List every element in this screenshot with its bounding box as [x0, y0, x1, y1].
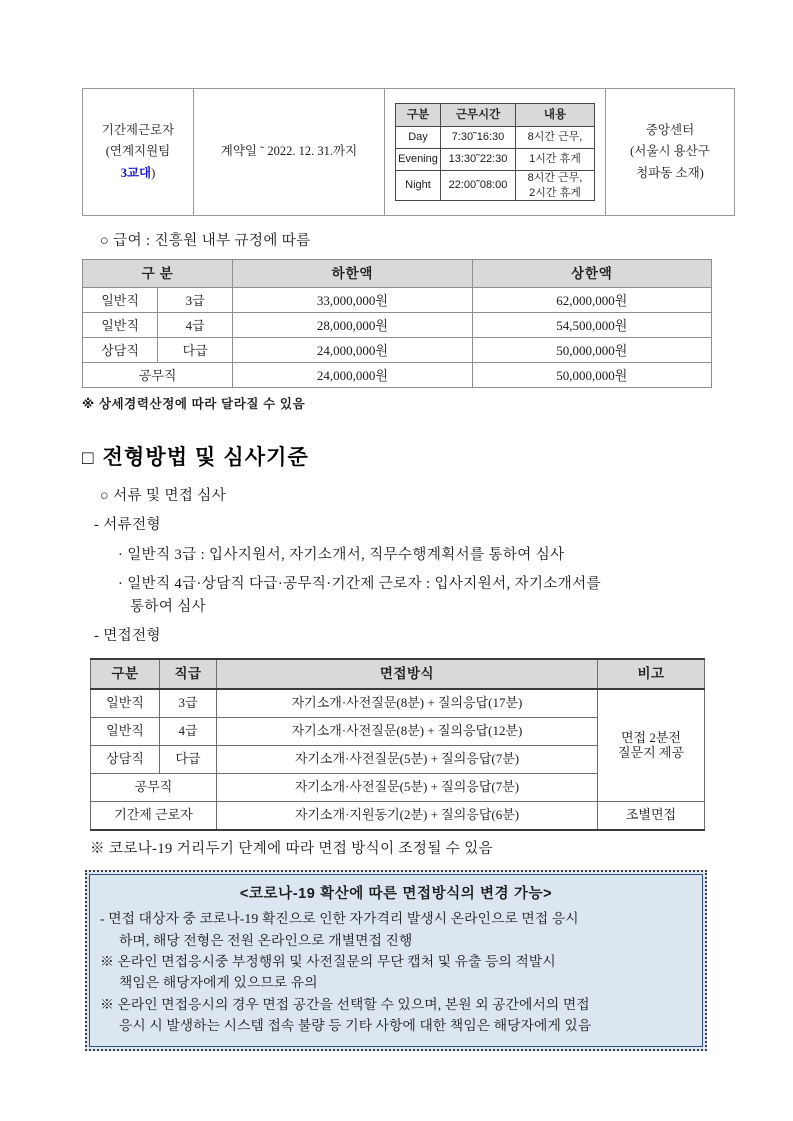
doc-screening-label: - 서류전형: [94, 517, 161, 534]
salary-footnote: ※ 상세경력산정에 따라 달라질 수 있음: [82, 397, 306, 412]
covid-notice-box: [85, 870, 707, 1051]
cell-work-place: [606, 89, 735, 216]
interview-method: 자기소개·사전질문(8분) + 질의응답(12분): [217, 717, 598, 745]
interview-method: 자기소개·지원동기(2분) + 질의응답(6분): [217, 801, 598, 830]
spacer: [82, 415, 718, 441]
selection-main-bullet: ○ 서류 및 면접 심사: [100, 487, 227, 504]
work-hours-header-time: 근무시간: [441, 104, 516, 127]
interview-header-method: 면접방식: [217, 659, 598, 689]
salary-header-min: 하한액: [233, 260, 472, 288]
spacer: [82, 471, 718, 485]
salary-header-category: 구 분: [83, 260, 233, 288]
salary-min: 24,000,000원: [233, 363, 472, 388]
work-hours-header-row: [396, 104, 595, 127]
interview-header-note: 비고: [598, 659, 705, 689]
salary-category: 일반직: [83, 288, 158, 313]
interview-header-grade: 직급: [160, 659, 217, 689]
interview-grade: 다급: [160, 745, 217, 773]
spacer: [82, 831, 718, 838]
table-row: [83, 288, 712, 313]
covid-notice-line: ※ 온라인 면접응시중 부정행위 및 사전질문의 무단 캡처 및 유출 등의 적발시: [100, 953, 556, 969]
shift-name-evening: Evening: [396, 149, 441, 171]
square-bullet-icon: □: [82, 447, 95, 469]
interview-grade: 4급: [160, 717, 217, 745]
spacer: [82, 537, 718, 544]
covid-notice-line: - 면접 대상자 중 코로나-19 확진으로 인한 자가격리 발생시 온라인으로 면접 응시: [100, 911, 579, 927]
work-place-line-3: 청파동 소재): [636, 165, 704, 180]
interview-category: 일반직: [91, 717, 160, 745]
salary-grade: 3급: [158, 288, 233, 313]
interview-note-merged: [598, 689, 705, 802]
table-row: [91, 689, 705, 718]
shift-name-day: Day: [396, 127, 441, 149]
spacer: [82, 216, 718, 230]
interview-header-row: [91, 659, 705, 689]
spacer: [82, 618, 718, 625]
job-type-paren-close: ): [151, 165, 156, 180]
interview-category: 공무직: [91, 773, 217, 801]
job-type-line-1: 기간제근로자: [101, 122, 175, 137]
job-type-line-3: [83, 163, 193, 185]
shift-name-night: Night: [396, 171, 441, 201]
covid-notice-line: 응시 시 발생하는 시스템 접속 불량 등 기타 사항에 대한 책임은 해당자에게 있음: [119, 1018, 592, 1033]
covid-notice-line: 하며, 해당 전형은 전원 온라인으로 개별면접 진행: [119, 932, 413, 948]
interview-grade: 3급: [160, 689, 217, 718]
shift-time-day: 7:30˜16:30: [441, 127, 516, 149]
page-title-text: 전형방법 및 심사기준: [102, 445, 309, 469]
shift-desc-night: [516, 171, 595, 201]
work-place-line-1: 중앙센터: [645, 122, 695, 137]
spacer: [82, 860, 718, 870]
interview-note-line-1: 면접 2분전: [621, 729, 681, 745]
interview-header-category: 구분: [91, 659, 160, 689]
salary-max: 50,000,000원: [472, 363, 711, 388]
work-hours-row-night: [396, 171, 595, 201]
salary-grade: 4급: [158, 313, 233, 338]
work-hours-header-desc: 내용: [516, 104, 595, 127]
salary-max: 50,000,000원: [472, 338, 711, 363]
salary-category: 일반직: [83, 313, 158, 338]
doc-screening-item: · 일반직 4급·상담직 다급·공무직·기간제 근로자 : 입사지원서, 자기소개서를: [118, 576, 601, 593]
shift-desc-day: 8시간 근무,: [516, 127, 595, 149]
shift-desc-night-line-2: 2시간 휴게: [529, 186, 581, 199]
interview-footnote: ※ 코로나-19 거리두기 단계에 따라 면접 방식이 조정될 수 있음: [90, 840, 494, 857]
salary-bullet: ○ 급여 : 진흥원 내부 규정에 따름: [100, 233, 311, 249]
salary-grade: 다급: [158, 338, 233, 363]
table-row: [83, 313, 712, 338]
spacer: [82, 388, 718, 395]
shift-label: 3교대: [120, 165, 152, 180]
cell-job-type: [83, 89, 194, 216]
salary-min: 24,000,000원: [233, 338, 472, 363]
cell-contract-period: 계약일 ˜ 2022. 12. 31.까지: [194, 89, 385, 216]
spacer: [82, 566, 718, 573]
salary-category: 공무직: [83, 363, 233, 388]
spacer: [82, 252, 718, 259]
interview-category: 기간제 근로자: [91, 801, 217, 830]
table-row: [83, 363, 712, 388]
table-row: [91, 801, 705, 830]
interview-note-line-2: 질문지 제공: [617, 745, 685, 761]
interview-method: 자기소개·사전질문(5분) + 질의응답(7분): [217, 745, 598, 773]
table-row: [83, 338, 712, 363]
work-hours-row-day: [396, 127, 595, 149]
salary-max: 62,000,000원: [472, 288, 711, 313]
employment-condition-table: [82, 88, 735, 216]
covid-notice-title: <코로나-19 확산에 따른 면접방식의 변경 가능>: [239, 886, 553, 903]
covid-notice-line: 책임은 해당자에게 있으므로 유의: [119, 975, 318, 991]
doc-screening-item: · 일반직 3급 : 입사지원서, 자기소개서, 직무수행계획서를 통하여 심사: [118, 546, 565, 563]
salary-header-max: 상한액: [472, 260, 711, 288]
interview-screening-label: - 면접전형: [94, 628, 161, 645]
cell-work-hours: [385, 89, 606, 216]
work-place-line-2: (서울시 용산구: [630, 144, 710, 159]
shift-time-evening: 13:30˜22:30: [441, 149, 516, 171]
work-hours-table: [395, 103, 595, 201]
interview-method: 자기소개·사전질문(5분) + 질의응답(7분): [217, 773, 598, 801]
table-row: [83, 89, 735, 216]
doc-screening-item-cont: 통하여 심사: [130, 598, 207, 615]
work-hours-header-gubun: 구분: [396, 104, 441, 127]
covid-notice-line: ※ 온라인 면접응시의 경우 면접 공간을 선택할 수 있으며, 본원 외 공간에서의 면접: [100, 996, 590, 1012]
salary-min: 28,000,000원: [233, 313, 472, 338]
job-type-line-2: (연계지원팀: [105, 144, 171, 159]
work-hours-row-evening: [396, 149, 595, 171]
covid-notice-inner: [89, 874, 703, 1047]
salary-min: 33,000,000원: [233, 288, 472, 313]
interview-category: 상담직: [91, 745, 160, 773]
interview-category: 일반직: [91, 689, 160, 718]
interview-method-table: [90, 658, 705, 831]
salary-table: [82, 259, 712, 388]
spacer: [82, 648, 718, 658]
shift-desc-night-line-1: 8시간 근무,: [527, 172, 583, 185]
interview-note: 조별면접: [598, 801, 705, 830]
shift-desc-evening: 1시간 휴게: [516, 149, 595, 171]
salary-max: 54,500,000원: [472, 313, 711, 338]
spacer: [82, 507, 718, 514]
shift-time-night: 22:00˜08:00: [441, 171, 516, 201]
interview-method: 자기소개·사전질문(8분) + 질의응답(17분): [217, 689, 598, 718]
salary-header-row: [83, 260, 712, 288]
salary-category: 상담직: [83, 338, 158, 363]
page-title: [82, 441, 718, 471]
